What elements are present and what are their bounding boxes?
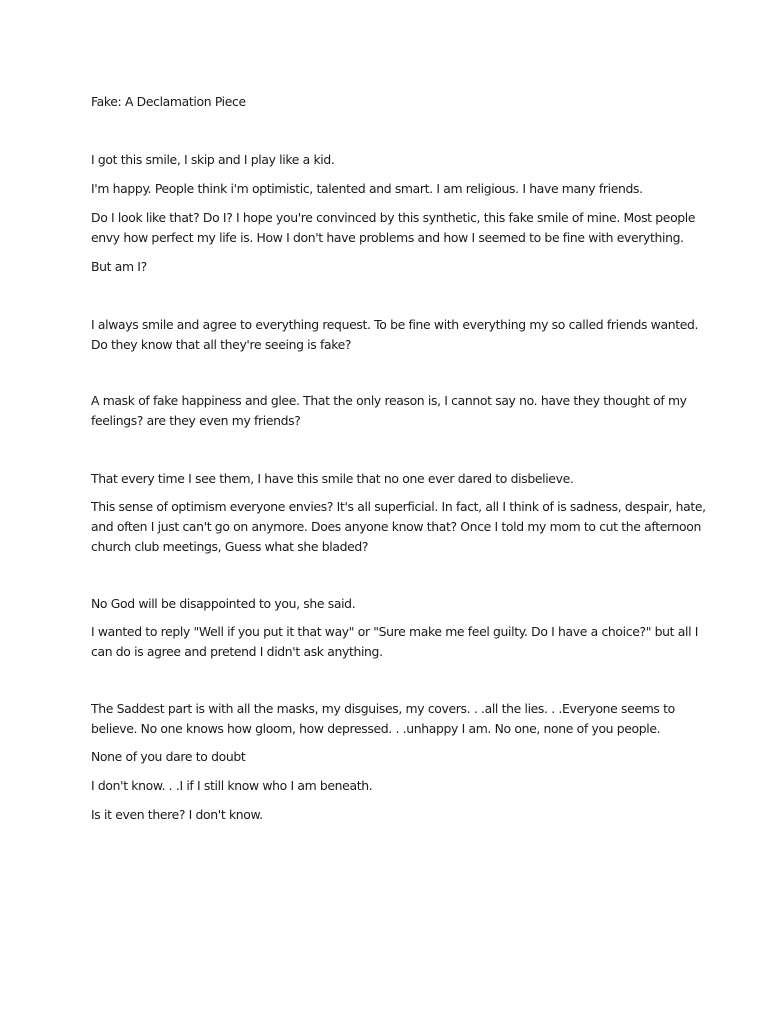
paragraph-10-line-1: I wanted to reply "Well if you put it that way" or "Sure make me feel guilty. Do I have a choice?" but all I	[91, 624, 699, 639]
paragraph-3-line-1: Do I look like that? Do I? I hope you're convinced by this synthetic, this fake smile of mine. Most people	[91, 210, 696, 225]
paragraph-11-line-2: believe. No one knows how gloom, how depressed. . .unhappy I am. No one, none of you people.	[91, 721, 661, 736]
paragraph-6-line-2: feelings? are they even my friends?	[91, 413, 301, 428]
paragraph-11-line-1: The Saddest part is with all the masks, my disguises, my covers. . .all the lies. . .Everyone seems to	[91, 701, 675, 716]
paragraph-8-line-1: This sense of optimism everyone envies? It's all superficial. In fact, all I think of is sadness, despair, hate,	[91, 499, 706, 514]
paragraph-9-line-1: No God will be disappointed to you, she said.	[91, 596, 356, 611]
paragraph-8-line-3: church club meetings, Guess what she bladed?	[91, 539, 369, 554]
paragraph-14-line-1: Is it even there? I don't know.	[91, 807, 263, 822]
paragraph-10-line-2: can do is agree and pretend I didn't ask anything.	[91, 644, 383, 659]
document-title: Fake: A Declamation Piece	[91, 94, 246, 109]
paragraph-5-line-2: Do they know that all they're seeing is fake?	[91, 337, 352, 352]
paragraph-4-line-1: But am I?	[91, 259, 147, 274]
paragraph-3-line-2: envy how perfect my life is. How I don't have problems and how I seemed to be fine with everything.	[91, 230, 684, 245]
paragraph-1-line-1: I got this smile, I skip and I play like a kid.	[91, 152, 335, 167]
paragraph-7-line-1: That every time I see them, I have this smile that no one ever dared to disbelieve.	[91, 471, 574, 486]
paragraph-8-line-2: and often I just can't go on anymore. Does anyone know that? Once I told my mom to cut the afternoon	[91, 519, 701, 534]
paragraph-2-line-1: I'm happy. People think i'm optimistic, talented and smart. I am religious. I have many friends.	[91, 181, 643, 196]
paragraph-6-line-1: A mask of fake happiness and glee. That the only reason is, I cannot say no. have they thought of my	[91, 393, 687, 408]
paragraph-5-line-1: I always smile and agree to everything request. To be fine with everything my so called friends wanted.	[91, 317, 699, 332]
paragraph-13-line-1: I don't know. . .I if I still know who I am beneath.	[91, 778, 373, 793]
paragraph-12-line-1: None of you dare to doubt	[91, 749, 246, 764]
